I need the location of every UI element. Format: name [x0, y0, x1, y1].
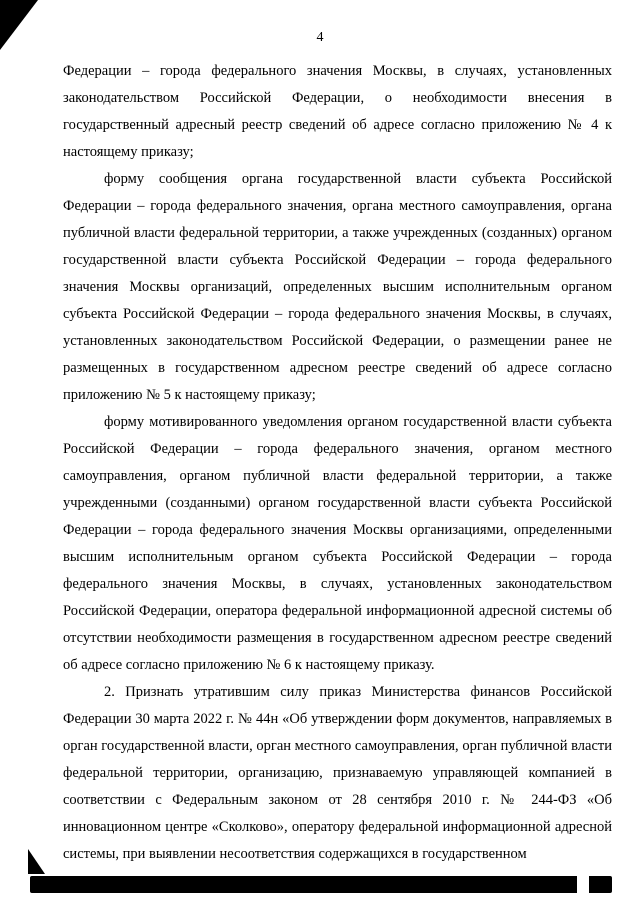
scan-artifact-bottom-bar-end	[589, 876, 612, 893]
paragraph: форму сообщения органа государственной власти субъекта Российской Федерации – города федерального значения, органа местного самоуправления, органа публичной власти федеральной территории, а также учрежденных (созданных) органом государственной власти субъекта Российской Федерации – города федерального значения Москвы организаций, определенных высшим исполнительным органом субъекта Российской Федерации – города федерального значения Москвы, в случаях, установленных законодательством Российской Федерации, о размещении ранее не размещенных в государственном адресном реестре сведений об адресе согласно приложению № 5 к настоящему приказу;	[63, 171, 612, 403]
document-body	[63, 58, 612, 868]
paragraph: 2. Признать утратившим силу приказ Министерства финансов Российской Федерации 30 марта 2022 г. № 44н «Об утверждении форм документов, направляемых в орган государственной власти, орган местного самоуправления, орган публичной власти федеральной территории, организацию, признаваемую управляющей компанией в соответствии с Федеральным законом от 28 сентября 2010 г. № 244-ФЗ «Об инновационном центре «Сколково», оператору федеральной информационной адресной системы, при выявлении несоответствия содержащихся в государственном	[63, 684, 612, 862]
scan-artifact-bottom-bar	[30, 876, 577, 893]
scan-artifact-bottom-left	[28, 849, 45, 874]
paragraph: Федерации – города федерального значения Москвы, в случаях, установленных законодательством Российской Федерации, о необходимости внесения в государственный адресный реестр сведений об адресе согласно приложению № 4 к настоящему приказу;	[63, 63, 612, 160]
page-number: 4	[316, 30, 324, 45]
paragraph: форму мотивированного уведомления органом государственной власти субъекта Российской Федерации – города федерального значения, органом местного самоуправления, органом публичной власти федеральной территории, а также учрежденными (созданными) органом государственной власти субъекта Российской Федерации – города федерального значения Москвы организациями, определенными высшим исполнительным органом субъекта Российской Федерации – города федерального значения Москвы, в случаях, установленных законодательством Российской Федерации, оператора федеральной информационной адресной системы об отсутствии необходимости размещения в государственном адресном реестре сведений об адресе согласно приложению № 6 к настоящему приказу.	[63, 414, 612, 673]
